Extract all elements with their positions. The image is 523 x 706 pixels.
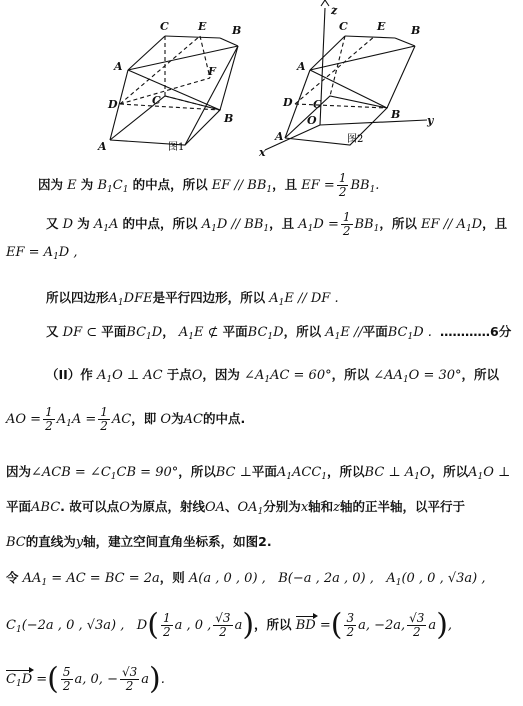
text-line-1: 因为 E 为 $B_1C_1$ 的中点，所以 EF // $BB_1$，且 EF = $\frac{1}{2}$ $BB_1$.: [38, 171, 380, 199]
text-line-5: 又 DF ⊂ 平面$BC_1D$， $A_1E$ ⊄ 平面$BC_1D$，所以 $A_1E$ //平面$BC_1D$ .: [46, 324, 432, 342]
text-line-10: BC的直线为y轴，建立空间直角坐标系，如图2.: [6, 534, 272, 550]
fig2-label-d: D: [283, 96, 293, 109]
fig2-label-b: B: [391, 108, 401, 121]
figure-1: [90, 0, 260, 160]
fig2-caption: 图2: [347, 134, 364, 145]
text-line-9: 平面ABC. 故可以点O为原点，射线OA、$OA_1$分别为x轴和z轴的正半轴，以平行于: [6, 499, 466, 517]
fig2-label-z: z: [331, 4, 338, 17]
text-line-3: EF = $A_1D$ ,: [6, 245, 78, 262]
text-line-7: AO = $\frac{1}{2}$ $A_1A$ = $\frac{1}{2}$ AC，即 O为AC的中点.: [6, 405, 246, 433]
fig2-label-o: O: [307, 114, 317, 127]
text-line-12: $C_1(-2a$ , 0 , √3a) , D( $\frac{1}{2}$ a , 0 , $\frac{√3}{2}$ a)，所以 BD =( $\frac{3}{2}$ a, −2a, $\frac{√3}{2}$ a),: [6, 607, 453, 643]
fig1-label-c1: C: [160, 20, 169, 33]
text-line-2: 又 D 为 $A_1A$ 的中点，所以 $A_1D // BB_1$，且 $A_1D$ = $\frac{1}{2}$ $BB_1$，所以 EF // $A_1D$，且: [46, 210, 508, 238]
figure-2: [255, 0, 445, 160]
fig2-x-axis: [265, 125, 320, 150]
fig1-label-b1: B: [232, 24, 242, 37]
text-line-6: （II）作 $A_1O$ ⊥ AC 于点O，因为 $\angle A_1AC = 60^\circ$，所以 $\angle AA_1O = 30^\circ$，所以: [46, 367, 500, 385]
text-line-8: 因为∠ACB = $\angle C_1CB = 90^\circ$，所以BC ⊥平面$A_1ACC_1$，所以BC ⊥ $A_1O$，所以$A_1O$ ⊥: [6, 464, 511, 482]
text-line-11: 令 $AA_1$ = AC = BC = 2a，则 A(a , 0 , 0) , B(−a , 2a , 0) , $A_1(0$ , 0 , √3a) ,: [6, 570, 486, 588]
fig1-label-a: A: [98, 140, 107, 153]
fig1-caption: 图1: [168, 142, 185, 153]
fig1-label-f: F: [208, 65, 216, 78]
fig2-label-x: x: [259, 146, 266, 159]
fig2-label-b1: B: [411, 24, 421, 37]
fig2-label-y: y: [427, 114, 434, 127]
fig1-label-b: B: [224, 112, 234, 125]
fig2-label-a1: A: [297, 60, 306, 73]
text-line-13: $C_1D$ =( $\frac{5}{2}$ a, 0, − $\frac{√3}{2}$ a).: [6, 661, 165, 697]
score-note: …………6分: [440, 324, 512, 339]
fig1-label-c: C: [152, 94, 161, 107]
fig2-label-e: E: [377, 20, 386, 33]
text-line-4: 所以四边形$A_1DFE$是平行四边形，所以 $A_1E$ // DF .: [46, 290, 339, 308]
fig2-label-a: A: [275, 130, 284, 143]
fig1-label-e: E: [198, 20, 207, 33]
fig2-label-c: C: [313, 98, 322, 111]
fig2-label-c1: C: [339, 20, 348, 33]
fig1-label-a1: A: [114, 60, 123, 73]
fig1-label-d: D: [108, 98, 118, 111]
